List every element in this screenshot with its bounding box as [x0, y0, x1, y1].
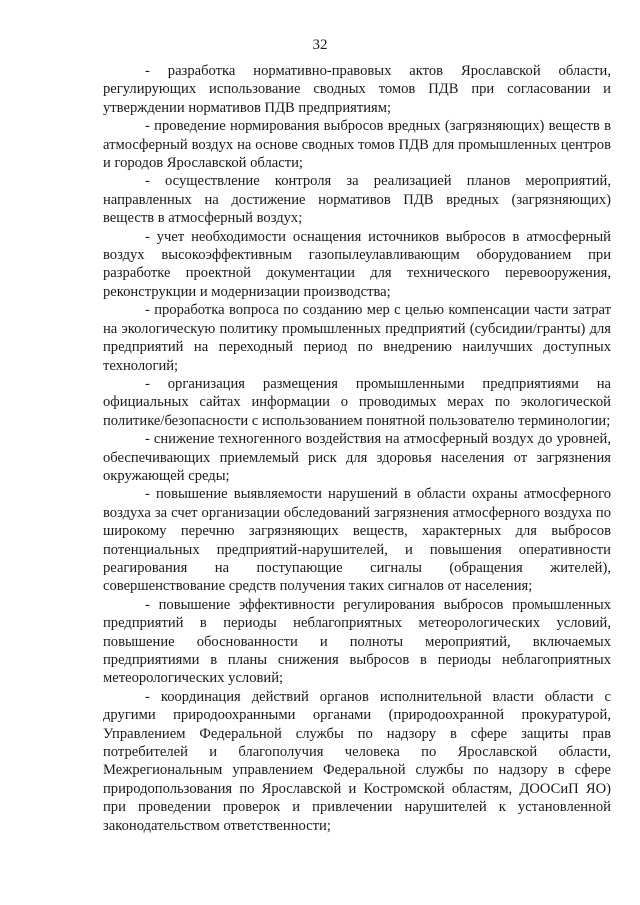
paragraph-impact-reduction: - снижение техногенного воздействия на атмосферный воздух до уровней, обеспечивающих приемлемый риск для здоровья населения от загрязнения окружающей среды; [103, 431, 611, 484]
document-body [103, 62, 611, 835]
paragraph-normative-acts: - разработка нормативно-правовых актов Ярославской области, регулирующих использование сводных томов ПДВ при согласовании и утверждении нормативов ПДВ предприятиям; [103, 63, 611, 116]
paragraph-information: - организация размещения промышленными предприятиями на официальных сайтах информации о проводимых мерах по экологической политике/безопасности с использованием понятной пользователю терминологии; [103, 375, 611, 429]
paragraph-coordination: - координация действий органов исполнительной власти области с другими природоохранными органами (природоохранной прокуратурой, Управлением Федеральной службы по надзору в сфере защиты прав потребителей и благополучия человека по Ярославской области, Межрегиональным управлением Федеральной службы по надзору в сфере природопользования по Ярославской и Костромской областям, ДООСиП ЯО) при проведении проверок и привлечении нарушителей к установленной законодательством ответственности; [103, 688, 611, 834]
paragraph-violations: - повышение выявляемости нарушений в области охраны атмосферного воздуха за счет организации обследований загрязнения атмосферного воздуха по широкому перечню загрязняющих веществ, характерных для выбросов потенциальных предприятий-нарушителей, и повышения оперативности реагирования на поступающие сигналы (обращения жителей), совершенствование средств получения таких сигналов от населения; [103, 486, 611, 595]
paragraph-weather-regulation: - повышение эффективности регулирования выбросов промышленных предприятий в периоды неблагоприятных метеорологических условий, повышение обоснованности и полноты мероприятий, включаемых предприятиями в планы снижения выбросов в периоды неблагоприятных метеорологических условий; [103, 596, 611, 687]
paragraph-equipment: - учет необходимости оснащения источников выбросов в атмосферный воздух высокоэффективным газопылеулавливающим оборудованием при разработке проектной документации для технического перевооружения, реконструкции и модернизации производства; [103, 228, 611, 300]
page-number: 32 [312, 37, 328, 53]
paragraph-compensation: - проработка вопроса по созданию мер с целью компенсации части затрат на экологическую политику промышленных предприятий (субсидии/гранты) для предприятий на переходный период по внедрению наилучших доступных технологий; [103, 302, 611, 374]
paragraph-emission-rationing: - проведение нормирования выбросов вредных (загрязняющих) веществ в атмосферный воздух на основе сводных томов ПДВ для промышленных центров и городов Ярославской области; [103, 118, 611, 172]
paragraph-plan-control: - осуществление контроля за реализацией планов мероприятий, направленных на достижение нормативов ПДВ вредных (загрязняющих) веществ в атмосферный воздух; [103, 173, 611, 227]
